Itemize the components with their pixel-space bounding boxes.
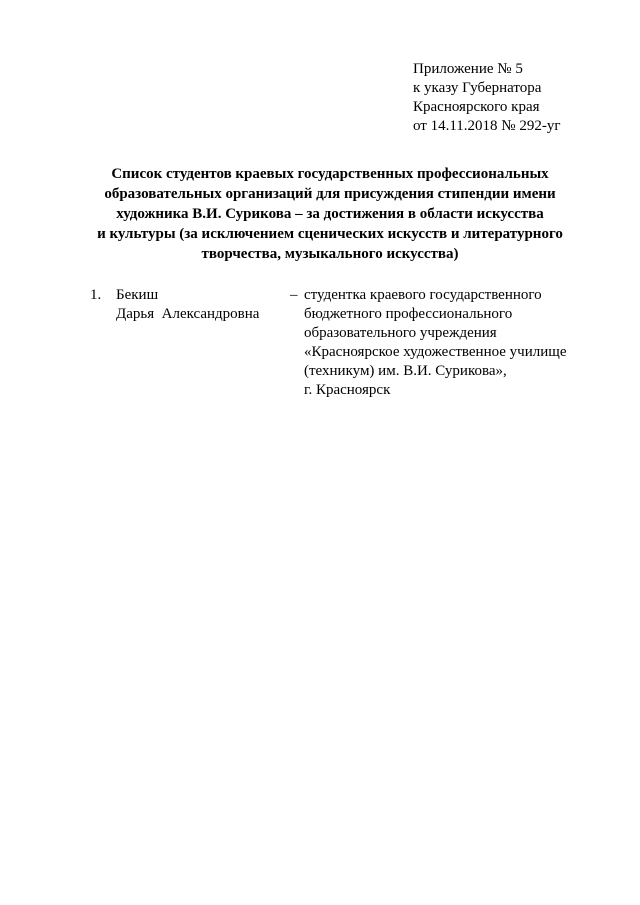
document-title <box>70 164 590 264</box>
student-name <box>116 286 286 324</box>
title-line: художника В.И. Сурикова – за достижения в области искусства <box>116 206 544 222</box>
description-line: (техникум) им. В.И. Сурикова», <box>304 363 507 379</box>
entry-number: 1. <box>90 287 102 303</box>
description-line: образовательного учреждения <box>304 325 497 341</box>
entry-dash: – <box>290 287 298 303</box>
appendix-header <box>413 60 628 136</box>
student-surname: Бекиш <box>116 287 159 303</box>
description-line: «Красноярское художественное училище <box>304 344 567 360</box>
appendix-line: от 14.11.2018 № 292-уг <box>413 118 561 134</box>
student-given-names: Дарья Александровна <box>116 306 260 322</box>
description-line: студентка краевого государственного <box>304 287 542 303</box>
title-line: образовательных организаций для присуждения стипендии имени <box>104 186 556 202</box>
title-line: и культуры (за исключением сценических искусств и литературного <box>97 226 563 242</box>
description-line: бюджетного профессионального <box>304 306 513 322</box>
appendix-line: Приложение № 5 <box>413 61 523 77</box>
student-description <box>304 286 624 400</box>
title-line: творчества, музыкального искусства) <box>201 246 459 262</box>
title-line: Список студентов краевых государственных профессиональных <box>111 166 549 182</box>
description-line: г. Красноярск <box>304 382 391 398</box>
appendix-line: к указу Губернатора <box>413 80 542 96</box>
appendix-line: Красноярского края <box>413 99 540 115</box>
